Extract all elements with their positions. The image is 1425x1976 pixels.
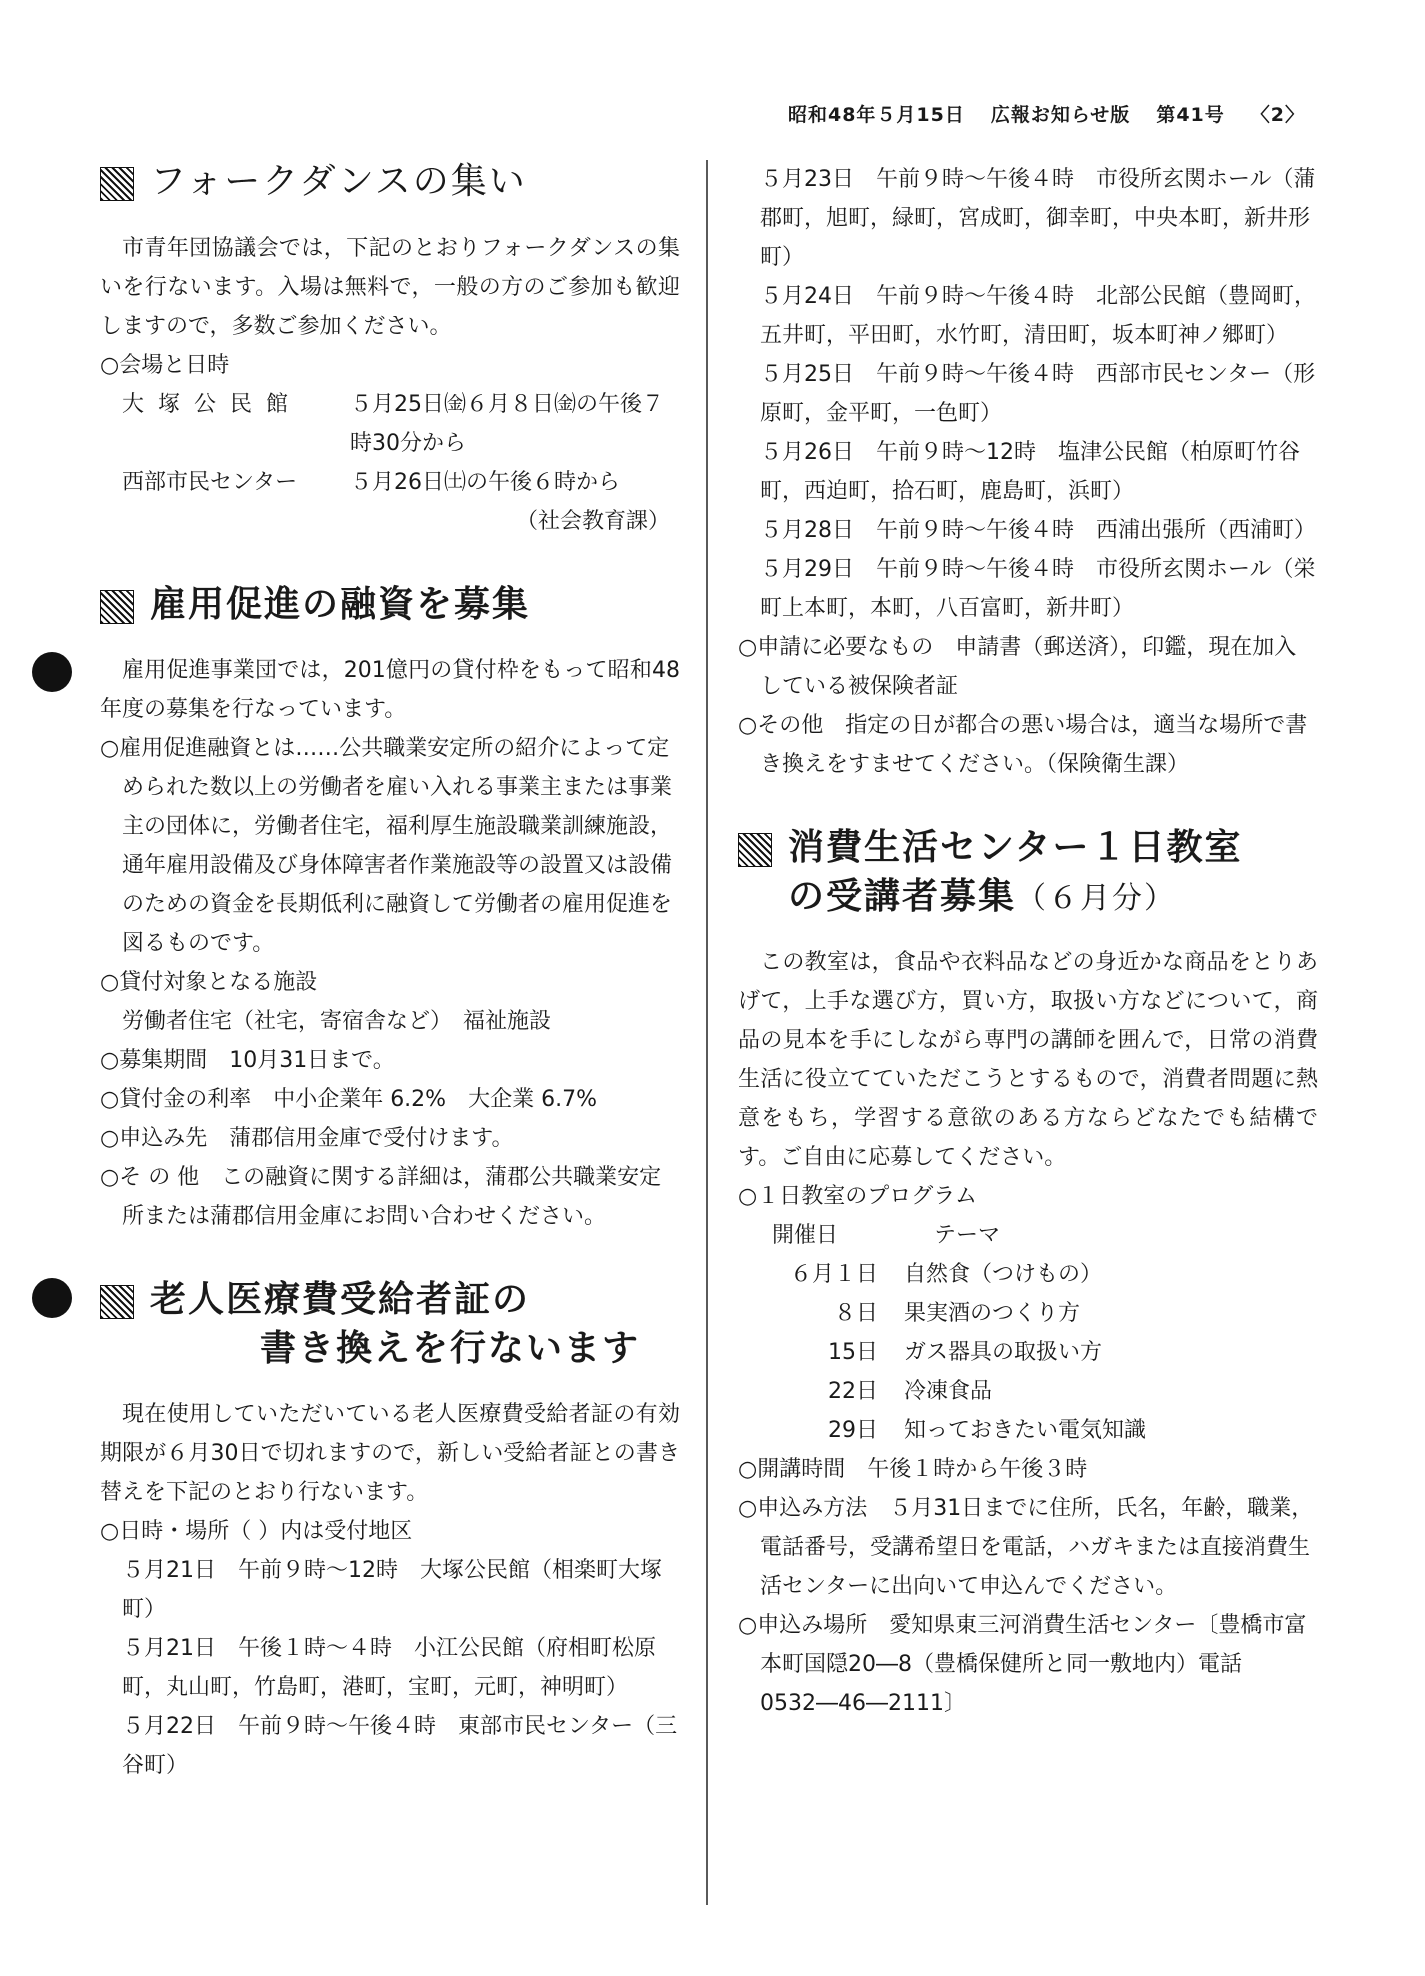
item-apply: ○申込み先 蒲郡信用金庫で受付けます。 (100, 1126, 514, 1152)
issue-number: 第41号 (1156, 104, 1225, 126)
employment-section (100, 581, 680, 1237)
item-definition: ○雇用促進融資とは……公共職業安定所の紹介によって定められた数以上の労働者を雇い入れる事業主または事業主の団体に，労働者住宅，福利厚生施設職業訓練施設，通年雇用設備及び身体障害者作業施設等の設置又は設備のための資金を長期低利に融資して労働者の雇用促進を図るものです。 (100, 736, 673, 957)
section-intro: 市青年団協議会では，下記のとおりフォークダンスの集いを行ないます。入場は無料で，一般の方のご参加も歓迎しますので，多数ご参加ください。 (100, 235, 680, 339)
schedule-item: ５月29日 午前９時～午後４時 市役所玄関ホール（栄町上本町，本町，八百富町，新井町） (760, 557, 1316, 621)
publication-name: 広報お知らせ版 (990, 104, 1131, 126)
hatch-icon (100, 167, 134, 201)
department: （社会教育課） (515, 508, 670, 534)
item-other: ○そ の 他 この融資に関する詳細は，蒲郡公共職業安定所または蒲郡信用金庫にお問い合わせください。 (100, 1165, 662, 1230)
left-column (100, 158, 680, 1825)
section-title: 老人医療費受給者証の 書き換えを行ないます (100, 1276, 680, 1373)
section-title: 消費生活センター１日教室 の受講者募集（６月分） (738, 824, 1318, 921)
elderly-section-continued (738, 160, 1318, 784)
item-hours: ○開講時間 午後１時から午後３時 (738, 1457, 1088, 1483)
item-place: ○申込み場所 愛知県東三河消費生活センター〔豊橋市富本町国隠20―8（豊橋保健所と同一敷地内）電話0532―46―2111〕 (738, 1613, 1307, 1717)
issue-date: 昭和48年５月15日 (787, 104, 965, 126)
hatch-icon (100, 1285, 134, 1319)
venue-table (122, 385, 680, 502)
venue-time: ５月25日㈮６月８日㈮の午後７時30分から (350, 391, 664, 456)
venue-row (122, 385, 680, 463)
schedule-heading: ○日時・場所（ ）内は受付地区 (100, 1519, 413, 1545)
right-column (738, 160, 1318, 1763)
elderly-section (100, 1276, 680, 1785)
schedule-item: ５月21日 午後１時～４時 小江公民館（府相町松原町，丸山町，竹島町，港町，宝町，元町，神明町） (122, 1636, 656, 1701)
schedule-item: ５月23日 午前９時～午後４時 市役所玄関ホール（蒲郡町，旭町，緑町，宮成町，御幸町，中央本町，新井形町） (760, 167, 1316, 270)
section-title: フォークダンスの集い (100, 158, 680, 207)
venue-time: ５月26日㈯の午後６時から (350, 469, 620, 495)
item-required: ○申請に必要なもの 申請書（郵送済），印鑑，現在加入している被保険者証 (738, 635, 1297, 699)
item-target: 労働者住宅（社宅，寄宿舎など） 福祉施設 (122, 1009, 552, 1035)
program-row: 22日 冷凍食品 (828, 1379, 993, 1405)
venue-place: 西部市民センター (122, 469, 298, 495)
binder-hole-top (32, 652, 72, 692)
item-method: ○申込み方法 ５月31日までに住所，氏名，年齢，職業，電話番号，受講希望日を電話，ハガキまたは直接消費生活センターに出向いて申込んでください。 (738, 1496, 1314, 1600)
section-intro: 現在使用していただいている老人医療費受給者証の有効期限が６月30日で切れますので，新しい受給者証との書き替えを下記のとおり行ないます。 (100, 1402, 680, 1506)
section-title: 雇用促進の融資を募集 (100, 581, 680, 630)
schedule-item: ５月22日 午前９時～午後４時 東部市民センター（三谷町） (122, 1714, 678, 1779)
program-row: 29日 知っておきたい電気知識 (828, 1418, 1147, 1444)
program-header-row (760, 1216, 1146, 1255)
page-number: 〈2〉 (1250, 104, 1305, 126)
item-period: ○募集期間 10月31日まで。 (100, 1048, 395, 1074)
item-target-heading: ○貸付対象となる施設 (100, 970, 318, 996)
section-intro: この教室は，食品や衣料品などの身近かな商品をとりあげて，上手な選び方，買い方，取扱い方などについて，商品の見本を手にしながら専門の講師を囲んで，日常の消費生活に役立てていただこうとするもので，消費者問題に熱意をもち，学習する意欲のある方ならどなたでも結構です。ご自由に応募してください。 (738, 950, 1318, 1171)
hatch-icon (738, 833, 772, 867)
venue-row (122, 463, 680, 502)
item-rate: ○貸付金の利率 中小企業年 6.2% 大企業 6.7% (100, 1087, 597, 1113)
col-theme: テーマ (934, 1223, 1001, 1249)
program-row: 15日 ガス器具の取扱い方 (828, 1340, 1103, 1366)
program-heading: ○１日教室のプログラム (738, 1184, 977, 1210)
column-divider (706, 160, 708, 1905)
hatch-icon (100, 590, 134, 624)
venue-place: 大塚公民館 (122, 391, 303, 417)
col-date: 開催日 (772, 1223, 839, 1249)
schedule-item: ５月25日 午前９時～午後４時 西部市民センター（形原町，金平町，一色町） (760, 362, 1316, 426)
schedule-item: ５月26日 午前９時～12時 塩津公民館（柏原町竹谷町，西迫町，拾石町，鹿島町，浜町） (760, 440, 1300, 504)
schedule-item: ５月21日 午前９時～12時 大塚公民館（相楽町大塚町） (122, 1558, 662, 1623)
section-intro: 雇用促進事業団では，201億円の貸付枠をもって昭和48年度の募集を行なっています。 (100, 658, 680, 723)
program-table (760, 1216, 1146, 1450)
venue-heading: ○会場と日時 (100, 352, 230, 378)
program-row: ８日 果実酒のつくり方 (833, 1301, 1081, 1327)
department: （保険衛生課） (1046, 752, 1190, 777)
binder-hole-bottom (32, 1278, 72, 1318)
folk-dance-section (100, 158, 680, 541)
page-header (762, 100, 1305, 127)
item-other: ○その他 指定の日が都合の悪い場合は，適当な場所で書き換えをすませてください。（保険衛生課） (738, 713, 1308, 777)
consumer-section (738, 824, 1318, 1723)
schedule-item: ５月28日 午前９時～午後４時 西浦出張所（西浦町） (760, 518, 1316, 543)
program-row: ６月１日 自然食（つけもの） (789, 1262, 1103, 1288)
schedule-item: ５月24日 午前９時～午後４時 北部公民館（豊岡町，五井町，平田町，水竹町，清田町，坂本町神ノ郷町） (760, 284, 1316, 348)
